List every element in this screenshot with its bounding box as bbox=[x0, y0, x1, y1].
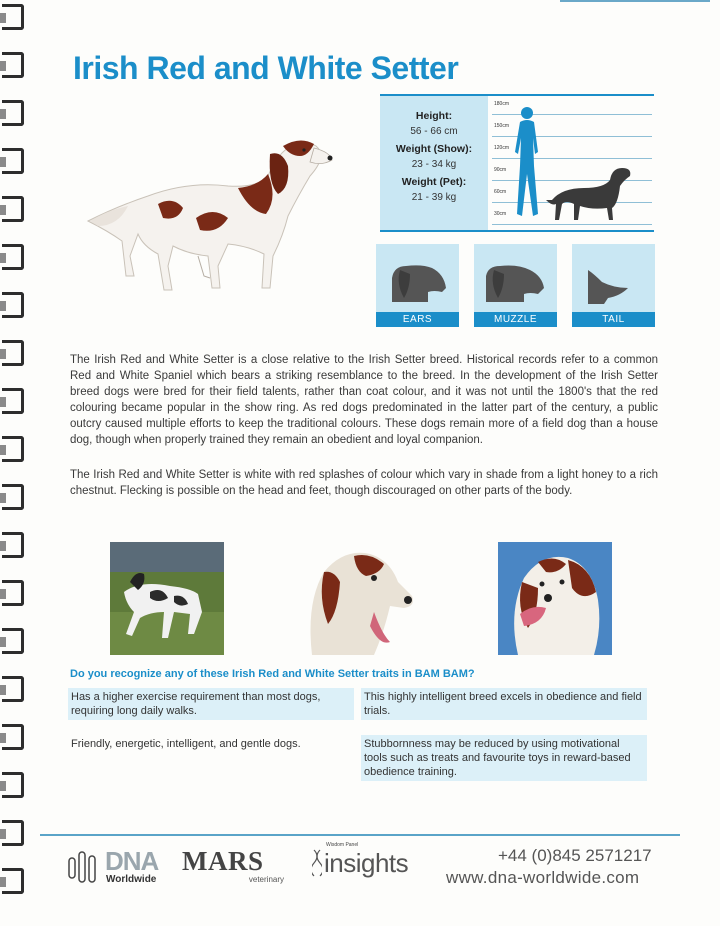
feature-label: EARS bbox=[376, 312, 459, 327]
trait-item: Has a higher exercise requirement than most dogs, requiring long daily walks. bbox=[68, 688, 354, 720]
scale-label: 150cm bbox=[494, 123, 510, 129]
traits-question: Do you recognize any of these Irish Red and White Setter traits in BAM BAM? bbox=[70, 668, 475, 680]
weight-pet-value: 21 - 39 kg bbox=[411, 192, 457, 203]
mars-veterinary-logo bbox=[182, 846, 292, 886]
scale-label: 30cm bbox=[494, 211, 507, 217]
feature-label: MUZZLE bbox=[474, 312, 557, 327]
dna-logo-sub: Worldwide bbox=[106, 874, 157, 885]
contact-website[interactable]: www.dna-worldwide.com bbox=[446, 868, 640, 887]
spiral-binding bbox=[0, 0, 30, 926]
feature-ears bbox=[376, 244, 459, 327]
wp-logo-big: insights bbox=[324, 848, 409, 878]
mars-logo-sub: veterinary bbox=[248, 875, 284, 884]
photo-setter-head bbox=[304, 542, 416, 655]
height-value: 56 - 66 cm bbox=[410, 126, 458, 137]
scale-label: 60cm bbox=[494, 189, 507, 195]
page-title: Irish Red and White Setter bbox=[73, 50, 459, 86]
weight-show-label: Weight (Show): bbox=[395, 143, 473, 155]
wisdom-panel-insights-logo bbox=[312, 842, 409, 888]
photo-running-setter bbox=[110, 542, 224, 655]
size-comparison-figure bbox=[492, 96, 654, 230]
dna-worldwide-logo bbox=[66, 846, 176, 886]
trait-item: Friendly, energetic, intelligent, and gentle dogs. bbox=[68, 735, 354, 753]
description-paragraph: The Irish Red and White Setter is a close relative to the Irish Setter breed. Historical records refer to a common Red and White Spaniel which bears a striking resemblance to the breed. In the development of the Irish Setter breed dogs were bred for their field talents, rather than coat colour, and it was not until the 1800's that the red colouring became popular in the show ring. As red dogs predominated in the latter part of the century, a public outcry caused multiple efforts to keep the traditional colours. These dogs remain more of a field dog than a house dog, though when properly trained they remain an obedient and loyal companion. bbox=[70, 354, 658, 446]
ears-icon bbox=[376, 244, 459, 314]
dna-helix-icon bbox=[66, 850, 102, 886]
dna-logo-text: DNA bbox=[105, 846, 159, 876]
feature-tail bbox=[572, 244, 655, 327]
wp-logo-small: Wisdom Panel bbox=[326, 842, 359, 848]
photo-setter-panting bbox=[498, 542, 612, 655]
scale-label: 120cm bbox=[494, 145, 510, 151]
dna-strand-icon bbox=[312, 848, 322, 878]
muzzle-icon bbox=[474, 244, 557, 314]
trait-item: This highly intelligent breed excels in obedience and field trials. bbox=[361, 688, 647, 720]
feature-muzzle bbox=[474, 244, 557, 327]
weight-show-value: 23 - 34 kg bbox=[411, 159, 457, 170]
top-rule bbox=[560, 0, 710, 2]
contact-phone: +44 (0)845 2571217 bbox=[498, 846, 652, 865]
footer-rule bbox=[40, 834, 680, 836]
height-scale bbox=[492, 96, 654, 230]
height-label: Height: bbox=[415, 110, 453, 122]
feature-label: TAIL bbox=[572, 312, 655, 327]
setter-illustration bbox=[78, 126, 378, 296]
weight-pet-label: Weight (Pet): bbox=[401, 176, 467, 188]
stats-panel bbox=[380, 94, 654, 232]
scale-label: 180cm bbox=[494, 101, 510, 107]
trait-item: Stubbornness may be reduced by using motivational tools such as treats and favourite toys in reward-based obedience training. bbox=[361, 735, 647, 781]
tail-icon bbox=[572, 244, 655, 314]
scale-label: 90cm bbox=[494, 167, 507, 173]
mars-logo-text: MARS bbox=[182, 846, 264, 876]
colour-paragraph: The Irish Red and White Setter is white with red splashes of colour which vary in shade from a light honey to a rich chestnut. Flecking is possible on the head and feet, though discouraged on other parts of the body. bbox=[70, 469, 658, 497]
stats-box bbox=[380, 96, 488, 230]
